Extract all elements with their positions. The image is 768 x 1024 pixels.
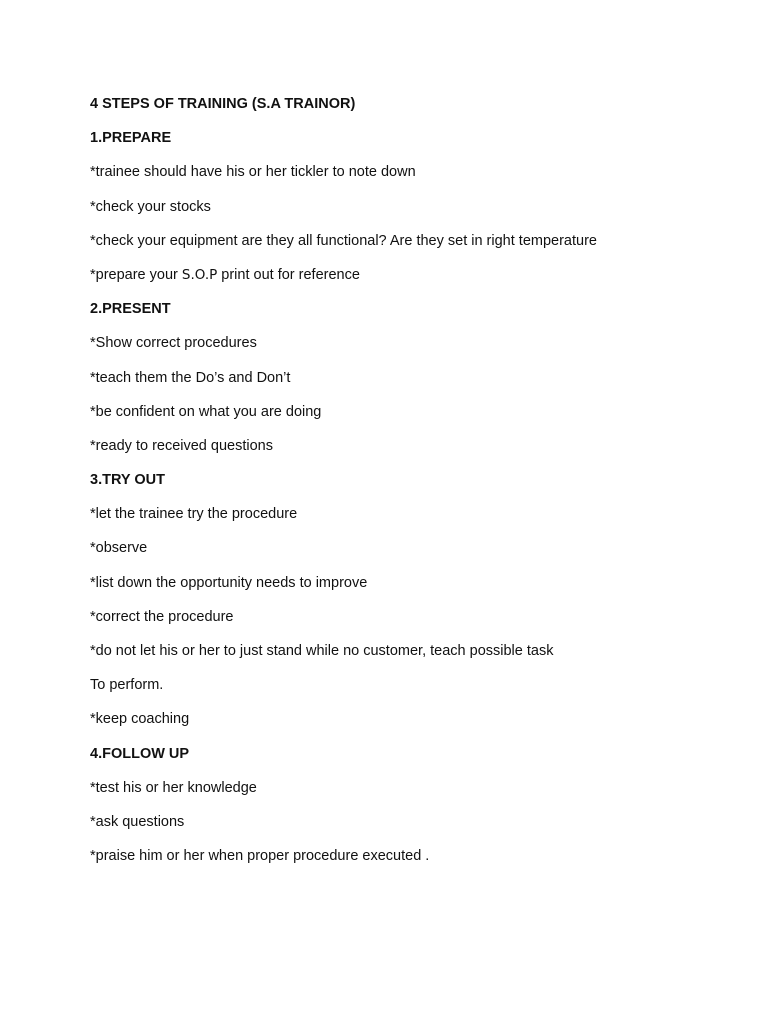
list-item: *test his or her knowledge [90,779,257,796]
list-item: *observe [90,540,148,557]
list-item: *ask questions [90,813,185,830]
list-item: *keep coaching [90,711,190,728]
section-heading-follow-up: 4.FOLLOW UP [90,745,190,762]
sop-item-suffix: print out for reference [217,266,360,283]
list-item: *correct the procedure [90,608,234,625]
sop-item-prefix: *prepare your [90,266,182,283]
list-item: *do not let his or her to just stand while no customer, teach possible task [90,643,554,659]
list-item: *praise him or her when proper procedure executed . [90,848,430,865]
section-heading-prepare: 1.PREPARE [90,130,172,147]
list-item: *check your equipment are they all functional? Are they set in right temperature [90,232,597,249]
list-item: *ready to received questions [90,437,273,454]
list-item: *list down the opportunity needs to improve [90,574,368,591]
list-item: *teach them the Do’s and Don’t [90,369,291,386]
list-item-continuation: To perform. [90,677,164,694]
section-heading-try-out: 3.TRY OUT [90,472,165,489]
list-item: *let the trainee try the procedure [90,506,298,523]
sop-abbreviation: S.O.P [181,266,218,283]
document-body [90,94,730,880]
list-item: *Show correct procedures [90,335,257,352]
list-item: *check your stocks [90,198,211,215]
list-item-sop [90,265,730,299]
list-item: *trainee should have his or her tickler to note down [90,164,416,181]
list-item: *be confident on what you are doing [90,403,322,420]
document-title: 4 STEPS OF TRAINING (S.A TRAINOR) [90,96,356,112]
section-heading-present: 2.PRESENT [90,301,171,318]
